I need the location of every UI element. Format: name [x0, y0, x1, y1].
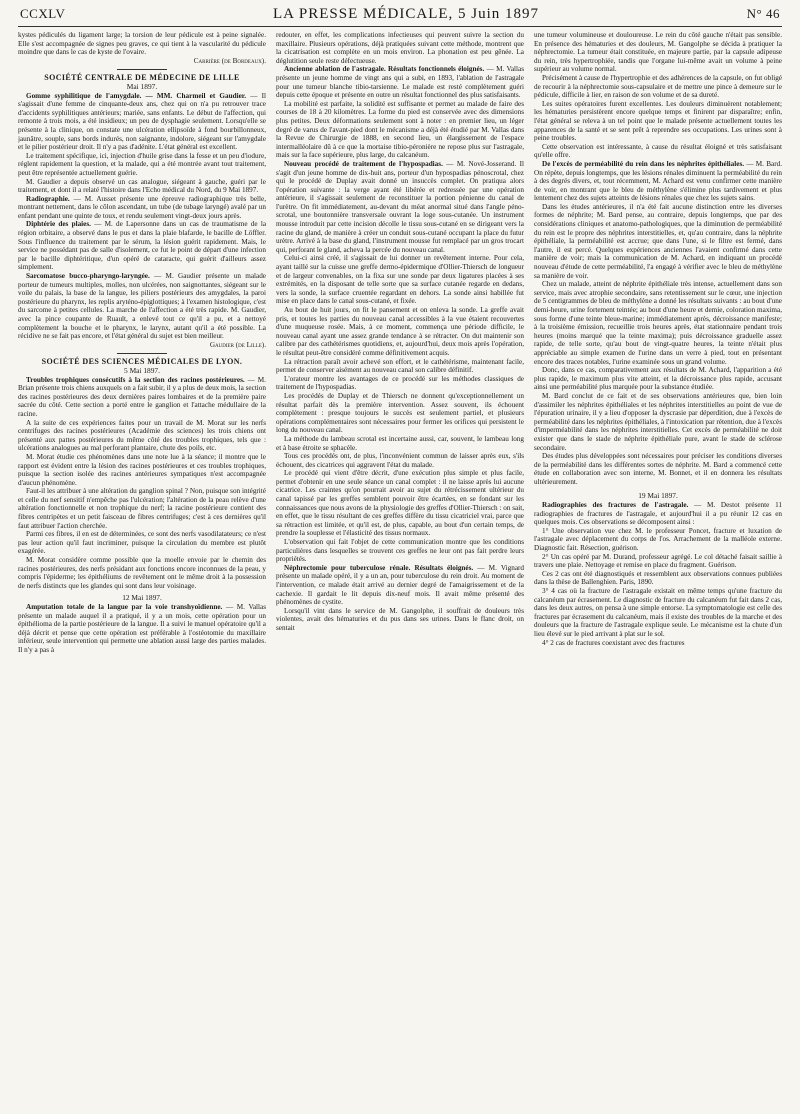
session-date: 19 Mai 1897.	[638, 491, 678, 501]
paragraph: Celui-ci ainsi créé, il s'agissait de lui donner un revêtement interne. Pour cela, ayant taillé sur la cuisse une greffe dermo-épidermique d'Ollier-Thiersch de longueur et de largeur convenables, on la fixa sur une sonde par deux ligatures placées à ses extrémités, en la disposant de telle sorte que sa surface cutanée regarde en dedans, vers la sonde, la surface cruentée regardant en dehors. La sonde ainsi habillée fut mise en place dans le canal sous-cutané, et fixée.	[276, 254, 524, 306]
article-text: — M. Vallas présente un malade auquel il a pratiqué, il y a un mois, cette opération pour un épithélioma de la partie postérieure de la langue. Il a suivi le manuel opératoire qu'il a déjà décrit et pense que cette opération est préférable à l'ostéotomie du maxillaire inférieur, seule intervention qui permette une ablation aussi large des parties malades. Il n'y a pas à	[18, 603, 266, 654]
paragraph: redouter, en effet, les complications infectieuses qui peuvent suivre la section du maxillaire. Plusieurs opérations, déjà pratiquées suivant cette méthode, montrent que la cicatrisation est complète en un mois environ. La phonation est peu gênée. La déglutition seule reste défectueuse.	[276, 31, 524, 65]
columns	[18, 31, 782, 1107]
paragraph: Les suites opératoires furent excellentes. Les douleurs diminuèrent notablement; les hématuries persistèrent encore quelque temps et finirent par disparaître; enfin, l'état général se releva à un tel point que le malade présente actuellement toutes les apparences de la santé et se sent prêt à reprendre ses occupations. Les urines sont à peine troubles.	[534, 99, 782, 143]
divider	[117, 353, 167, 354]
article-heading: Radiographie.	[26, 194, 70, 203]
column-3	[534, 31, 782, 1107]
paragraph: La rétraction paraît avoir achevé son effort, et le cathétérisme, maintenant facile, permet de conserver aisément au nouveau canal son calibre définitif.	[276, 357, 524, 375]
paragraph: kystes pédiculés du ligament large; la torsion de leur pédicule est à peine signalée. Elle s'est accompagnée de signes peu graves, ce qui tient à la vascularité du pédicule moindre que dans le cas de kyste de l'ovaire.	[18, 31, 266, 57]
article-heading: Nouveau procédé de traitement de l'hypospadias.	[284, 159, 443, 168]
session-date: 12 Mai 1897.	[122, 593, 162, 603]
session-date: Mai 1897.	[126, 81, 158, 91]
article-paragraph	[18, 272, 266, 341]
article-paragraph	[276, 65, 524, 99]
author-signature: Carrière (de Bordeaux).	[193, 56, 266, 65]
paragraph: Lorsqu'il vint dans le service de M. Gangolphe, il souffrait de douleurs très violentes, avait des hématuries et du pus dans ses urines. Dans le flanc droit, on sentait	[276, 606, 524, 632]
paragraph: Des études plus développées sont nécessaires pour préciser les conditions diverses de la perméabilité dans les différentes sortes de néphrite. M. Bard a commencé cette étude en collaboration avec son interne, M. Bonnet, et il en donnera les résultats ultérieurement.	[534, 452, 782, 486]
article-authors: — MM. Charmeil et Gaudier.	[145, 91, 247, 100]
paragraph: L'orateur montre les avantages de ce procédé sur les méthodes classiques de traitement de l'hypospadias.	[276, 374, 524, 392]
paragraph: Au bout de huit jours, on fit le pansement et on enleva la sonde. La greffe avait pris, et toutes les parties du nouveau canal accessibles à la vue étaient recouvertes d'une muqueuse rosée. Mais, à ce moment, commença une période difficile, le nouveau canal ayant une assez grande tendance à se rétracter. On dut maintenir son calibre par des cathétérismes quotidiens, et, aujourd'hui, deux mois après l'opération, le résultat peut-être considéré comme définitivement acquis.	[276, 306, 524, 357]
article-heading: Amputation totale de la langue par la voie transhyoïdienne.	[26, 603, 223, 611]
article-heading: Sarcomatose bucco-pharyngo-laryngée.	[26, 272, 150, 281]
article-text: — M. Bard. On répète, depuis longtemps, que les lésions rénales diminuent la perméabilité du rein à des degrés divers, et, tout récemment, M. Achard est venu confirmer cette manière de voir, en montrant que le bleu de méthylène s'élimine plus tardivement et plus lentement chez des sujets atteints de lésions rénales que chez les sujets sains.	[534, 159, 782, 203]
list-item: 1° Une observation vue chez M. le professeur Poncet, fracture et luxation de l'astragale avec déplacement du corps de l'os. Arrachement de la malléole externe. Diagnostic fait. Résection, guérison.	[534, 526, 782, 553]
paragraph: Les procédés de Duplay et de Thiersch ne donnent qu'exceptionnellement un résultat parfait dès la première intervention. Assez souvent, ils échouent complètement : presque toujours le succès est seulement partiel, et plusieurs opérations complémentaires sont nécessaires pour fermer les orifices qui persistent le long du nouveau canal.	[276, 391, 524, 435]
list-item: 3° 4 cas où la fracture de l'astragale existait en même temps qu'une fracture du calcanéum par écrasement. Le diagnostic de fracture du calcanéum fut fait dans 2 cas, dans les deux autres, on pensa à une simple entorse. La symptomatologie est celle des fractures par écrasement du calcanéum, mais il existe des troubles de la marche et des douleurs que la fracture de l'astragale explique seule. Le mécanisme est la chute d'un lieu élevé sur le pied arrivant à plat sur le sol.	[534, 587, 782, 638]
article-heading: De l'excès de perméabilité du rein dans les néphrites épithéliales.	[542, 159, 745, 168]
paragraph: M. Morat étudie ces phénomènes dans une note lue à la séance; il montre que le rapport est évident entre la lésion des racines postérieures et ces troubles trophiques, puisque la section isolée des racines antérieures sympatiques n'est accompagnée d'aucun phénomène.	[18, 452, 266, 487]
article-paragraph	[18, 92, 266, 152]
paragraph: Parmi ces fibres, il en est de déterminées, ce sont des nerfs vasodilatateurs; ce n'est pas leur action qu'il faut incriminer, puisque la circulation du membre est plutôt exagérée.	[18, 530, 266, 556]
article-paragraph	[534, 160, 782, 203]
article-heading: Diphtérie des plaies.	[26, 220, 91, 229]
list-item: 4° 2 cas de fractures coexistant avec des fractures	[542, 638, 685, 647]
paragraph: Tous ces procédés ont, de plus, l'inconvénient commun de laisser après eux, s'ils échouent, des cicatrices qui aggravent l'état du malade.	[276, 452, 524, 469]
article-heading: Néphrectomie pour tuberculose rénale. Résultats éloignés.	[284, 563, 474, 572]
paragraph: M. Morat considère comme possible que la moelle envoie par le chemin des racines postérieures, des nerfs présidant aux fonctions encore inconnues de la peau, y compris l'épiderme; les épithéliums de revêtement ont le même droit à la possession de nerfs distincts que les glandes qui sont dans leur voisinage.	[18, 556, 266, 590]
article-paragraph	[18, 603, 266, 655]
article-text: — Il s'agissait d'une femme de cinquante-deux ans, chez qui on n'a pu retrouver trace d'accidents syphilitiques antérieurs; mariée, sans enfants. Le début de l'affection, qui remonte à trois mois, a été insidieux; un peu de dysphagie seulement. Lorsqu'elle se présente à la clinique, on constate une ulcération ellipsoïde à fond bourbillonneux, jaunâtre, souple, sans bords indurés, non saignante, indolore, siégeant sur l'amygdale et le pilier postérieur droit. Il n'y a pas d'adénite. L'état général est excellent.	[18, 91, 266, 152]
paragraph: Le procédé qui vient d'être décrit, d'une exécution plus simple et plus facile, permet d'obtenir en une seule séance un canal complet : il ne laisse après lui aucune cicatrice. Les craintes qu'on pourrait avoir au sujet du rétrécissement ultérieur du canal tapissé par les greffes semblent pouvoir être écartées, en se fondant sur les connaissances que nous avons de la physiologie des greffes d'Ollier-Thiersch : on sait, en effet, que le tissu résultant de ces greffes diffère du tissu cicatriciel vrai, parce que sa rétraction est limitée, et qu'il est, de plus, capable, au bout d'un certain temps, de prendre la souplesse et l'élasticité des tissus normaux.	[276, 469, 524, 538]
paragraph: A la suite de ces expériences faites pour un travail de M. Morat sur les nerfs centrifuges des racines postérieures (Académie des sciences) les trois chiens ont présenté aux pattes postérieures du même côté des troubles trophiques, tels que : ulcérations analogues au mal perforant plantaire, chute des poils, etc.	[18, 418, 266, 453]
article-heading: Ancienne ablation de l'astragale. Résultats fonctionnels éloignés.	[284, 65, 485, 74]
masthead	[18, 6, 782, 27]
paragraph: La méthode du lambeau scrotal est incertaine aussi, car, souvent, le lambeau long et à base étroite se sphacèle.	[276, 434, 524, 452]
list-item: 2° Un cas opéré par M. Durand, professeur agrégé. Le col détaché faisait saillie à travers une plaie. Nettoyage et remise en place du fragment. Guérison.	[534, 552, 782, 570]
article-text: — M. Destot présente 11 radiographies de fractures de l'astragale, et aujourd'hui il a pu réunir 12 cas en quelques mois. Ces observations se décomposent ainsi :	[534, 501, 782, 527]
paragraph: La mobilité est parfaite, la solidité est suffisante et permet au malade de faire des courses de 18 à 20 kilomètres. La forme du pied est conservée avec des dimensions plus petites. Deux déformations seulement sont à noter : en premier lieu, un léger degré de varus de l'avant-pied dont le mécanisme a déjà été étudié par M. Vallas dans la Revue de Chirurgie de 1888, en second lieu, un élargissement de l'espace intermalléolaire dû à ce que la mortaise tibio-péronière ne repose plus sur l'astragale, mais sur la face supérieure, plus large, du calcanéum.	[276, 99, 524, 160]
paragraph: Ces 2 cas ont été diagnostiqués et ressemblent aux observations connues publiées dans la thèse de Ballenghien. Paris, 1890.	[534, 569, 782, 587]
column-1	[18, 31, 266, 1107]
page-number-roman: CCXLV	[20, 6, 66, 21]
paragraph: Faut-il les attribuer à une altération du ganglion spinal ? Non, puisque son intégrité et celle du nerf sensitif n'empêche pas l'ulcération; l'altération de la peau relève d'une altération fonctionnelle et non trophique du nerf; la racine postérieure contient des fibres centripètes et un petit faisceau de fibres centrifuges; c'est à ces dernières qu'il faut attribuer l'action cherchée.	[18, 487, 266, 530]
paragraph: Le traitement spécifique, ici, injection d'huile grise dans la fesse et un peu d'iodure, réglent rapidement la question, et la malade, qui a été montrée avant tout traitement, peut être représentée actuellement guérie.	[18, 151, 266, 177]
article-heading: Troubles trophiques consécutifs à la section des racines postérieures.	[26, 375, 245, 384]
article-text: — M. Ausset présente une épreuve radiographique très belle, montrant nettement, dans le côlon ascendant, un tube (de tubage laryngé) avalé par un enfant pendant une quinte de toux, et rendu seulement vingt-deux jours après.	[18, 194, 266, 220]
article-paragraph	[18, 220, 266, 272]
society-title: SOCIÉTÉ DES SCIENCES MÉDICALES DE LYON.	[41, 357, 243, 367]
paragraph: Chez un malade, atteint de néphrite épithéliale très intense, actuellement dans son service, mais avec atrophie secondaire, sans retentissement sur le cœur, une injection de 5 centigrammes de bleu de méthylène a donné les résultats suivants : au bout d'une demi-heure, urine fortement teintée; au bout d'une heure et demie, coloration maxima, sous forme d'une teinte bleue-marine; immédiatement après, décroissance manifeste; à la troisième émission, recueillie trois heures après, état stationnaire pendant trois heures (moins marqué que la teinte maxima); puis décroissance graduelle assez rapide, de telle sorte, qu'au bout de vingt-quatre heures, la teinte n'était plus appréciable au simple examen de l'urine dans un verre à pied, tout en présentant encore des traces notables, l'urine examinée sous un grand volume.	[534, 280, 782, 366]
paragraph: M. Gaudier a depuis observé un cas analogue, siégeant à gauche, guéri par le traitement, et dont il a relaté l'histoire dans l'Echo médical du Nord, du 9 Mai 1897.	[18, 177, 266, 195]
column-2	[276, 31, 524, 1107]
article-paragraph	[18, 376, 266, 419]
paragraph: Donc, dans ce cas, comparativement aux résultats de M. Achard, l'apparition a été plus rapide, le maximum plus vite atteint, et la décroissance plus rapide, accusant ainsi une perméabilité plus marquée pour la substance étudiée.	[534, 366, 782, 392]
issue-number: N° 46	[746, 6, 780, 21]
session-date: 5 Mai 1897.	[124, 365, 160, 375]
article-text: — M. Vignard présente un malade opéré, il y a un an, pour tuberculose du rein droit. Au moment de l'intervention, ce malade était arrivé au dernier degré de l'amaigrissement et de la cachexie. Il gardait le lit depuis dix-neuf mois. Il avait même présenté des phénomènes de cystite.	[276, 563, 524, 607]
article-heading: Gomme syphilitique de l'amygdale.	[26, 91, 142, 100]
article-paragraph	[534, 501, 782, 527]
paragraph: Dans les études antérieures, il n'a été fait aucune distinction entre les diverses formes de néphrite; M. Bard pense, au contraire, depuis longtemps, que par des considérations cliniques et anatomo-pathologiques, que la diminution de perméabilité du rein est le propre des néphrites interstitielles, et, qu'au contraire, dans la néphrite épithéliale, la perméabilité est accrue; que dans l'une, si le filtre est fermé, dans l'autre, il est percé. Quelques expériences anciennes l'avaient confirmé dans cette manière de voir; mais la communication de M. Achard, en indiquant un procédé nouveau d'étude de cette perméabilité, l'a engagé à vérifier avec le bleu de méthylène sa manière de voir.	[534, 202, 782, 280]
paragraph: Cette observation est intéressante, à cause du résultat éloigné et très satisfaisant qu'elle offre.	[534, 142, 782, 160]
paragraph: L'observation qui fait l'objet de cette communication montre que les conditions particulières dans lesquelles se trouvent ces greffes ne leur ont pas fait perdre leurs propriétés.	[276, 538, 524, 564]
author-signature: Gaudier (de Lille).	[209, 340, 266, 349]
article-paragraph	[276, 160, 524, 255]
article-text: — M. Brian présente trois chiens auxquels on a fait subir, il y a plus de deux mois, la section des racines postérieures des deux dernières paires lombaires et de la première paire sacrée du côté. Cette section a porté entre le ganglion et l'attache médullaire de la racine.	[18, 375, 266, 418]
article-paragraph	[18, 195, 266, 221]
paragraph: M. Bard conclut de ce fait et de ses observations antérieures que, bien loin d'assimiler les néphrites épithéliales et les néphrites interstitielles au point de vue de l'épuration urinaire, il y a lieu d'opposer la dyscrasie par déperdition, due à l'excès de perméabilité dans les néphrites épithéliales, à l'intoxication par rétention, due à l'excès d'imperméabilité dans les néphrites interstitielles. Cet excès de perméabilité ne doit exister que dans le stade de néphrite épithéliale pure, avant le stade de sclérose secondaire.	[534, 391, 782, 452]
article-text: — M. Vallas présente un jeune homme de vingt ans qui a subi, en 1893, l'ablation de l'astragale pour une tumeur blanche tibio-tarsienne. Le malade est resté complètement guéri depuis cette époque et présente en outre un résultat fonctionnel des plus satisfaisants.	[276, 65, 524, 100]
article-heading: Radiographies des fractures de l'astragale.	[542, 501, 689, 510]
divider	[117, 69, 167, 70]
journal-title: LA PRESSE MÉDICALE, 5 Juin 1897	[273, 6, 540, 22]
article-paragraph	[276, 564, 524, 607]
article-text: — M. Gaudier présente un malade porteur de tumeurs multiples, molles, non ulcérées, non saignottantes, siégeant sur le voile du palais, la base de la langue, les piliers postérieurs des amygdales, la paroi postérieure du pharynx, les replis aryténo-épiglottiques; à l'examen histologique, c'est du sarcome à petites cellules. La marche de l'affection a été très rapide. M. Gaudier, avec la pince coupante de Ruault, a enlevé tout ce qu'il a pu, et a nettoyé complètement la bouche et le pharynx, le larynx, autant qu'il a été possible. La récidive ne se fait pas encore, et l'état général du sujet est bien meilleur.	[18, 272, 266, 341]
article-text: — M. Nové-Josserand. Il s'agit d'un jeune homme de dix-huit ans, porteur d'un hypospadias pénoscrotal, chez qui le procédé de Duplay avait donné un insuccès complet. On pratiqua alors l'opération suivante : la verge ayant été libérée et redressée par une opération antérieure, il s'agissait seulement de reconstituer la portion pénienne du canal de l'urètre. On fit immédiatement, au-devant du méat anormal situé dans l'angle péno-scrotal, une boutonnière transversale ouvrant la loge sous-cutanée. Un instrument mousse introduit par cette incision décolle le tissu sous-cutané en se dirigeant vers la racine du gland, de manière à créer un conduit sous-cutané occupant la place du futur urètre. Arrivé à la base du gland, l'instrument mousse fut remplacé par un gros trocart qui, perforant le gland, acheva la percée du nouveau canal.	[276, 159, 524, 254]
article-text: — M. de Lapersonne dans un cas de traumatisme de la région orbitaire, a observé dans le pus et dans la plaie blafarde, le bacille de Löffler. Sous l'influence du traitement par le sérum, la lésion guérit rapidement. Mais, le service ne possédant pas de salle d'isolement, ce fut le point de départ d'une infection par le bacille diphtéritique, d'un opéré de cataracte, qui guérit d'ailleurs assez simplement.	[18, 220, 266, 272]
society-title: SOCIÉTÉ CENTRALE DE MÉDECINE DE LILLE	[44, 73, 240, 83]
paragraph: Précisément à cause de l'hypertrophie et des adhérences de la capsule, on fut obligé de recourir à la néphrectomie sous-capsulaire et de mettre une pince à demeure sur le pédicule, difficile à lier, en raison de son volume et de sa dureté.	[534, 73, 782, 100]
paragraph: une tumeur volumineuse et douloureuse. Le rein du côté gauche n'était pas sensible. En présence des hématuries et des douleurs, M. Gangolphe se décida à pratiquer la néphrectomie. La tumeur était constituée, en majeure partie, par la capsule adipeuse du rein, très hypertrophiée, tandis que l'organe lui-même avait un volume à peine supérieur au volume normal.	[534, 31, 782, 74]
